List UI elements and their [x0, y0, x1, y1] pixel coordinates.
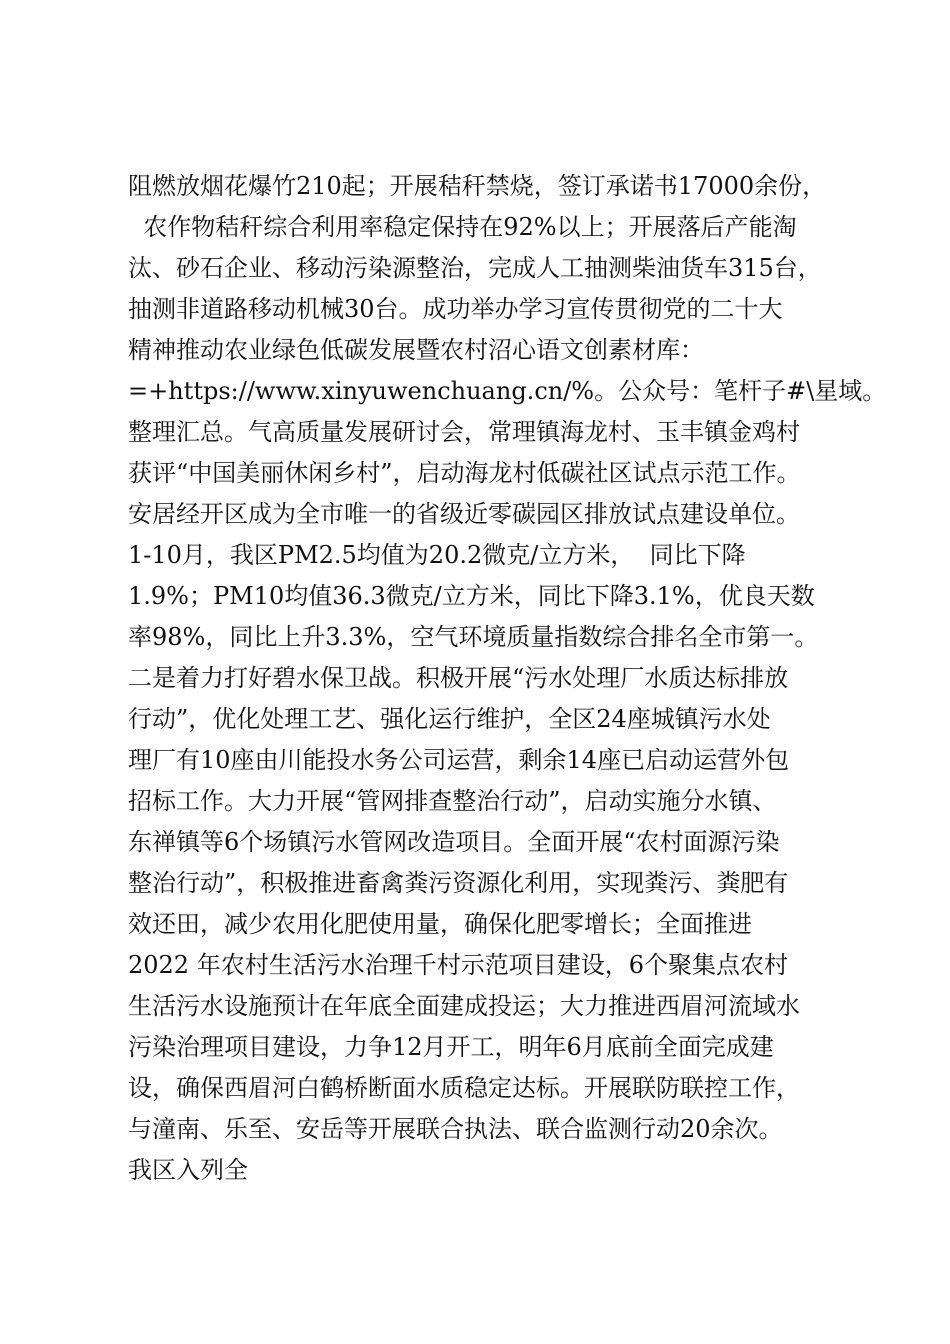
- text-line-20: 2022 年农村生活污水治理千村示范项目建设，6个聚集点农村: [128, 951, 788, 979]
- text-line-6: =+https://www.xinyuwenchuang.cn/%。公众号：笔杆子#\星域。: [128, 377, 887, 405]
- text-line-15: 理厂有10座由川能投水务公司运营，剩余14座已启动运营外包: [128, 746, 790, 774]
- text-line-25: 我区入列全: [128, 1156, 248, 1184]
- text-line-8: 获评“中国美丽休闲乡村”，启动海龙村低碳社区试点示范工作。: [128, 459, 801, 487]
- text-line-19: 效还田，减少农用化肥使用量，确保化肥零增长；全面推进: [128, 910, 752, 938]
- text-line-21: 生活污水设施预计在年底全面建成投运；大力推进西眉河流域水: [128, 992, 800, 1020]
- text-line-12: 率98%，同比上升3.3%，空气环境质量指数综合排名全市第一。: [128, 623, 819, 651]
- text-line-23: 设，确保西眉河白鹤桥断面水质稳定达标。开展联防联控工作，: [128, 1074, 800, 1102]
- text-line-7: 整理汇总。气高质量发展研讨会，常理镇海龙村、玉丰镇金鸡村: [128, 418, 800, 446]
- body-text: [128, 166, 888, 1191]
- text-line-24: 与潼南、乐至、安岳等开展联合执法、联合监测行动20余次。: [128, 1115, 783, 1143]
- text-line-2: 农作物秸秆综合利用率稳定保持在92%以上；开展落后产能淘: [128, 213, 797, 241]
- text-line-17: 东禅镇等6个场镇污水管网改造项目。全面开展“农村面源污染: [128, 828, 780, 856]
- text-line-9: 安居经开区成为全市唯一的省级近零碳园区排放试点建设单位。: [128, 500, 800, 528]
- text-line-22: 污染治理项目建设，力争12月开工，明年6月底前全面完成建: [128, 1033, 774, 1061]
- text-line-5: 精神推动农业绿色低碳发展暨农村沼心语文创素材库：: [128, 336, 704, 364]
- text-line-3: 汰、砂石企业、移动污染源整治，完成人工抽测柴油货车315台，: [128, 254, 822, 282]
- text-line-11: 1.9%；PM10均值36.3微克/立方米，同比下降3.1%，优良天数: [128, 582, 815, 610]
- text-line-1: 阻燃放烟花爆竹210起；开展秸秆禁烧，签订承诺书17000余份，: [128, 172, 827, 200]
- text-line-4: 抽测非道路移动机械30台。成功举办学习宣传贯彻党的二十大: [128, 295, 783, 323]
- text-line-13: 二是着力打好碧水保卫战。积极开展“污水处理厂水质达标排放: [128, 664, 789, 692]
- text-line-18: 整治行动”，积极推进畜禽粪污资源化利用，实现粪污、粪肥有: [128, 869, 789, 897]
- text-line-10: 1-10月，我区PM2.5均值为20.2微克/立方米， 同比下降: [128, 541, 746, 569]
- text-line-14: 行动”，优化处理工艺、强化运行维护，全区24座城镇污水处: [128, 705, 771, 733]
- text-line-16: 招标工作。大力开展“管网排查整治行动”，启动实施分水镇、: [128, 787, 777, 815]
